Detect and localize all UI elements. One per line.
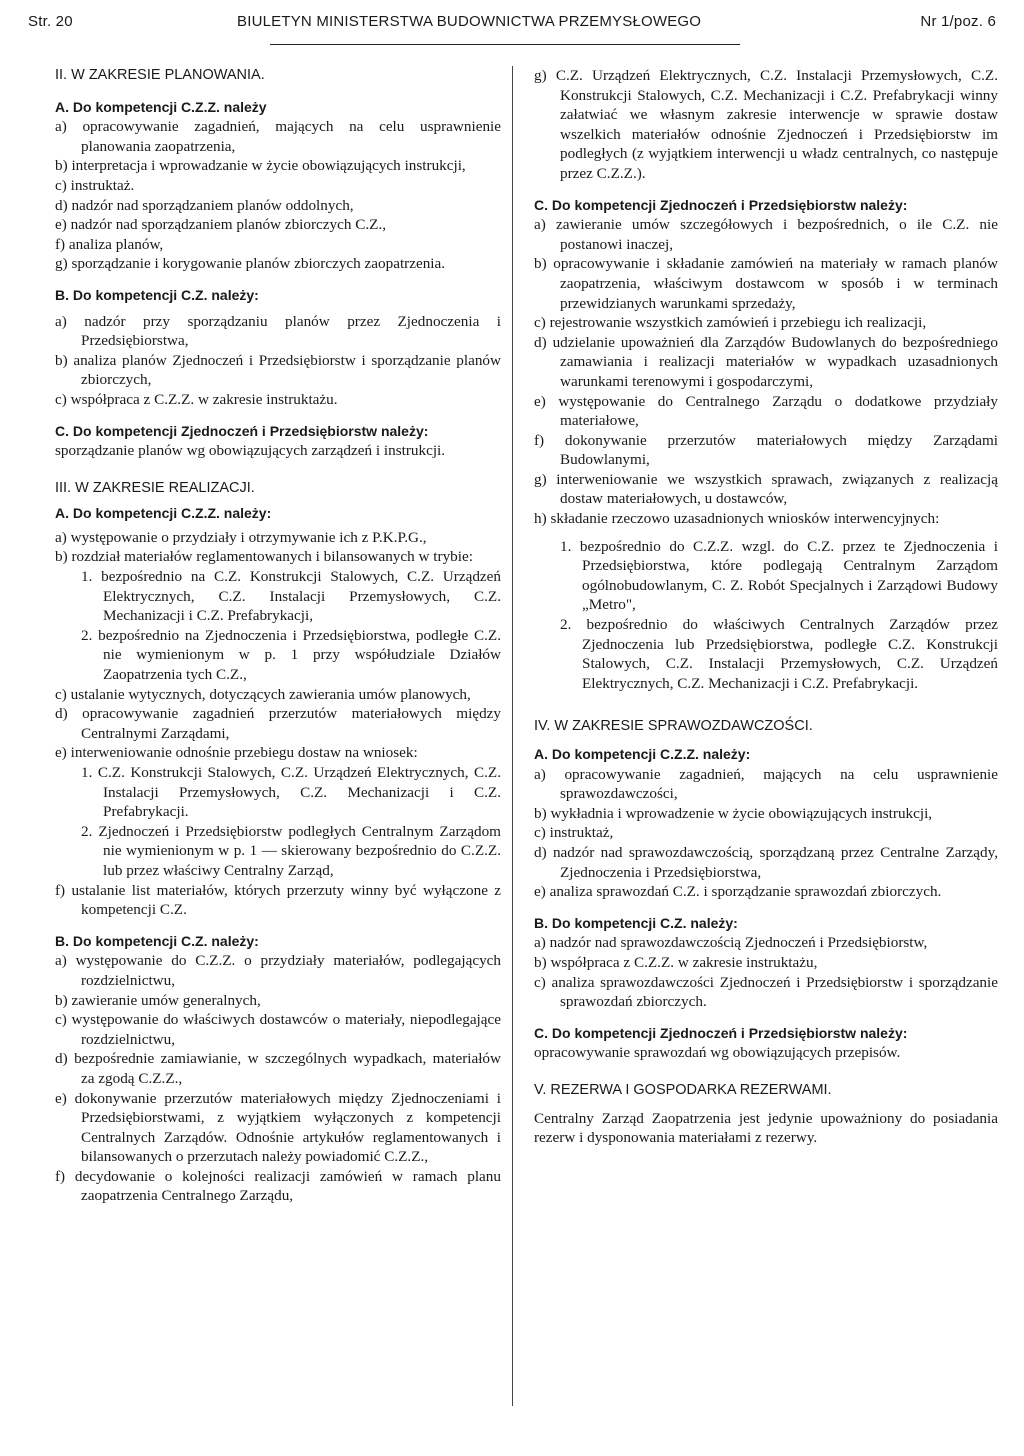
list-item: b) analiza planów Zjednoczeń i Przedsiębiorstw i sporządzanie planów zbiorczych, [55,351,501,389]
list-item: f) dokonywanie przerzutów materiałowych między Zarządami Budowlanymi, [534,431,998,469]
list-item: b) rozdział materiałów reglamentowanych i bilansowanych w trybie: [55,548,473,566]
list-item: e) nadzór nad sporządzaniem planów zbiorczych C.Z., [55,216,387,234]
section-ii-b-heading: B. Do kompetencji C.Z. należy: [55,286,259,303]
list-item: d) nadzór nad sporządzaniem planów oddolnych, [55,196,354,214]
section-ii-a-heading: A. Do kompetencji C.Z.Z. należy [55,98,267,115]
list-item: d) bezpośrednie zamiawianie, w szczególnych wypadkach, materiałów za zgodą C.Z.Z., [55,1050,501,1087]
section-iii-c-heading: C. Do kompetencji Zjednoczeń i Przedsiębiorstw należy: [534,196,908,213]
bulletin-title: BIULETYN MINISTERSTWA BUDOWNICTWA PRZEMYSŁOWEGO [237,13,702,30]
list-item: b) wykładnia i wprowadzenie w życie obowiązujących instrukcji, [534,804,933,822]
page-number: Str. 20 [28,13,73,30]
column-divider [512,66,513,1406]
sub-list-item: 2. bezpośrednio na Zjednoczenia i Przedsiębiorstwa, podległe C.Z. nie wymienionym w p. 1 przy współudziale Działów Zaopatrzenia tych C.Z., [81,626,501,684]
list-item: c) instruktaż, [534,824,614,842]
sub-list-item: 1. bezpośrednio do C.Z.Z. wzgl. do C.Z. przez te Zjednoczenia i Przedsiębiorstwa, które podlegają Centralnym Zarządom ogólnobudowlanym, C. Z. Robót Specjalnych i Zarządowi Budowy „Metro", [560,537,998,614]
section-iii-a-heading: A. Do kompetencji C.Z.Z. należy: [55,505,272,522]
list-item: a) nadzór przy sporządzaniu planów przez Zjednoczenia i Przedsiębiorstwa, [55,312,501,350]
sub-list-item: 1. C.Z. Konstrukcji Stalowych, C.Z. Urządzeń Elektrycznych, C.Z. Instalacji Przemysłowych, C.Z. Mechanizacji i C.Z. Prefabrykacji. [81,764,501,821]
list-item: d) udzielanie upoważnień dla Zarządów Budowlanych do bezpośredniego zamawiania i realizacji materiałów w wypadkach uzasadnionych warunkami terenowymi i gospodarczymi, [534,333,998,390]
list-item: f) ustalanie list materiałów, których przerzuty winny być wyłączone z kompetencji C.Z. [55,881,501,919]
sub-list-item: 2. bezpośrednio do właściwych Centralnych Zarządów przez Zjednoczenia lub Przedsiębiorstwa, podległe C.Z. Konstrukcji Stalowych, C.Z. Instalacji Przemysłowych, C.Z. Urządzeń Elektrycznych, C.Z. Mechanizacji i C.Z. Prefabrykacji. [560,616,998,692]
list-item: b) współpraca z C.Z.Z. w zakresie instruktażu, [534,953,818,971]
section-iv-title: IV. W ZAKRESIE SPRAWOZDAWCZOŚCI. [534,718,813,735]
list-item: a) opracowywanie zagadnień, mających na celu usprawnienie planowania zaopatrzenia, [55,118,501,155]
list-item: e) dokonywanie przerzutów materiałowych między Zjednoczeniami i Przedsiębiorstwami, z wyjątkiem wyłączonych z kompetencji Centralnych Zarządów. Odnośnie artykułów reglamentowanych i bilansowanych o przerzutach należy powiadomić C.Z.Z., [55,1089,501,1166]
list-item: c) analiza sprawozdawczości Zjednoczeń i Przedsiębiorstw i sporządzanie sprawozdań zbiorczych. [534,973,998,1011]
section-ii-c-heading: C. Do kompetencji Zjednoczeń i Przedsiębiorstw należy: [55,422,429,439]
paragraph: opracowywanie sprawozdań wg obowiązujących przepisów. [534,1044,901,1062]
list-item: c) instruktaż. [55,176,135,194]
list-item: e) występowanie do Centralnego Zarządu o dodatkowe przydziały materiałowe, [534,392,998,430]
list-item: g) C.Z. Urządzeń Elektrycznych, C.Z. Instalacji Przemysłowych, C.Z. Konstrukcji Stalowych, C.Z. Mechanizacji i C.Z. Prefabrykacji winny załatwiać we własnym zakresie interwencje w sprawie dostaw wszelkich materiałów odnośnie Zjednoczeń i Przedsiębiorstw im podległych (z wyjątkiem interwencji u władz centralnych, co następuje przez C.Z.Z.). [534,67,998,182]
list-item: d) nadzór nad sprawozdawczością, sporządzaną przez Centralne Zarządy, Zjednoczenia i Przedsiębiorstwa, [534,843,998,881]
list-item: a) występowanie o przydziały i otrzymywanie ich z P.K.P.G., [55,528,427,546]
list-item: e) interweniowanie odnośnie przebiegu dostaw na wniosek: [55,744,418,762]
list-item: f) analiza planów, [55,235,164,253]
list-item: c) ustalanie wytycznych, dotyczących zawierania umów planowych, [55,685,471,703]
sub-list-item: 2. Zjednoczeń i Przedsiębiorstw podległych Centralnym Zarządom nie wymienionym w p. 1 — skierowany bezpośrednio do C.Z.Z. lub przez właściwy Centralny Zarząd, [81,822,501,879]
list-item: g) interweniowanie we wszystkich sprawach, związanych z realizacją dostaw materiałowych, u dostawców, [534,470,998,508]
list-item: d) opracowywanie zagadnień przerzutów materiałowych między Centralnymi Zarządami, [55,705,501,742]
right-column [534,66,998,1148]
issue-number: Nr 1/poz. 6 [920,13,996,30]
list-item: h) składanie rzeczowo uzasadnionych wniosków interwencyjnych: [534,510,940,528]
list-item: a) nadzór nad sprawozdawczością Zjednoczeń i Przedsiębiorstw, [534,934,928,952]
list-item: a) występowanie do C.Z.Z. o przydziały materiałów, podlegających rozdzielnictwu, [55,952,501,989]
list-item: b) interpretacja i wprowadzanie w życie obowiązujących instrukcji, [55,157,466,175]
section-ii-title: II. W ZAKRESIE PLANOWANIA. [55,67,265,83]
section-iv-c-heading: C. Do kompetencji Zjednoczeń i Przedsiębiorstw należy: [534,1024,908,1041]
header-rule [270,44,740,45]
page-header [28,12,996,36]
sub-list-item: 1. bezpośrednio na C.Z. Konstrukcji Stalowych, C.Z. Urządzeń Elektrycznych, C.Z. Instalacji Przemysłowych, C.Z. Mechanizacji i C.Z. Prefabrykacji, [81,568,501,625]
section-iii-title: III. W ZAKRESIE REALIZACJI. [55,479,255,496]
list-item: c) występowanie do właściwych dostawców o materiały, niepodlegające rozdzielnictwu, [55,1011,501,1048]
list-item: b) zawieranie umów generalnych, [55,991,261,1009]
section-iv-a-heading: A. Do kompetencji C.Z.Z. należy: [534,746,751,762]
section-iii-b-heading: B. Do kompetencji C.Z. należy: [55,932,259,949]
paragraph: Centralny Zarząd Zaopatrzenia jest jedynie upoważniony do posiadania rezerw i dysponowania materiałami z rezerwy. [534,1109,998,1147]
list-item: b) opracowywanie i składanie zamówień na materiały w ramach planów zaopatrzenia, właściwym dostawcom w sposób i w terminach przewidzianych warunkami sprzedaży, [534,255,998,312]
list-item: f) decydowanie o kolejności realizacji zamówień w ramach planu zaopatrzenia Centralnego Zarządu, [55,1167,501,1205]
list-item: g) sporządzanie i korygowanie planów zbiorczych zaopatrzenia. [55,255,446,273]
list-item: a) opracowywanie zagadnień, mających na celu usprawnienie sprawozdawczości, [534,765,998,803]
section-v-title: V. REZERWA I GOSPODARKA REZERWAMI. [534,1081,832,1098]
list-item: c) rejestrowanie wszystkich zamówień i przebiegu ich realizacji, [534,314,927,332]
list-item: c) współpraca z C.Z.Z. w zakresie instruktażu. [55,390,338,408]
left-column [55,66,501,1206]
list-item: a) zawieranie umów szczegółowych i bezpośrednich, o ile C.Z. nie postanowi inaczej, [534,216,998,253]
list-item: e) analiza sprawozdań C.Z. i sporządzanie sprawozdań zbiorczych. [534,883,942,901]
section-iv-b-heading: B. Do kompetencji C.Z. należy: [534,914,738,931]
paragraph: sporządzanie planów wg obowiązujących zarządzeń i instrukcji. [55,442,446,460]
